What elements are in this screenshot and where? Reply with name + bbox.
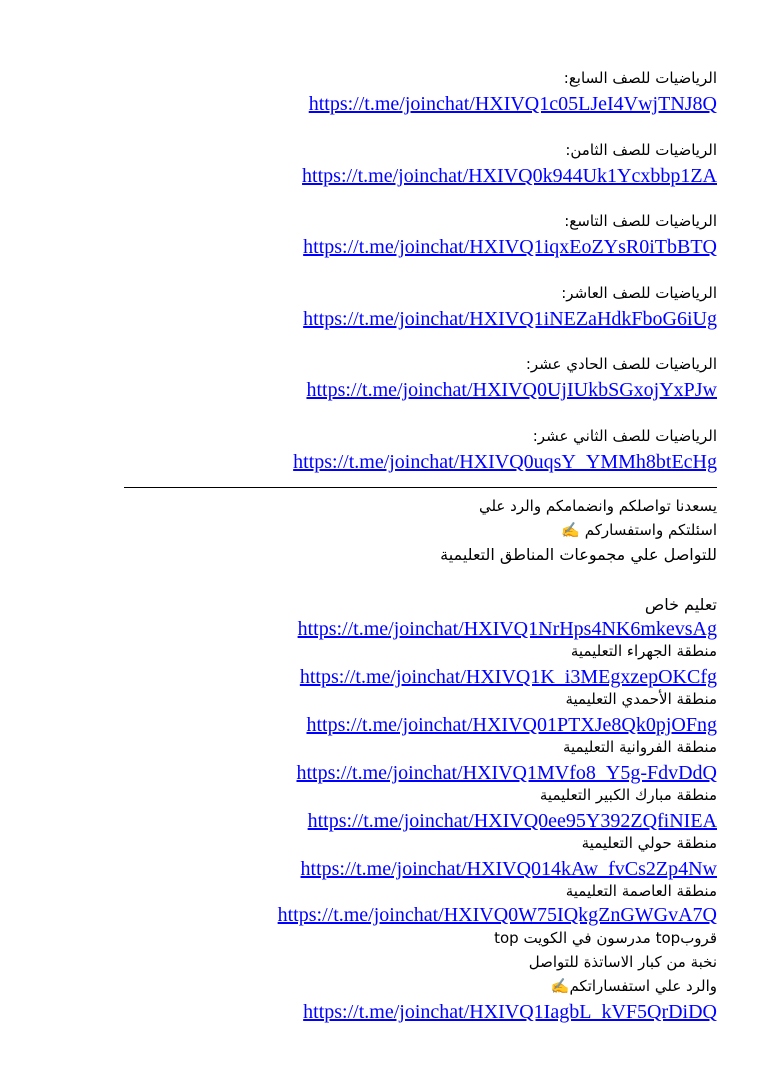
grade-12-link[interactable]: https://t.me/joinchat/HXIVQ0uqsY_YMMh8btEcHg: [293, 451, 717, 473]
grade-12-title: الرياضيات للصف الثاني عشر:: [532, 427, 717, 445]
region-capital-title: منطقة العاصمة التعليمية: [565, 882, 717, 900]
region-mubarak-link[interactable]: https://t.me/joinchat/HXIVQ0ee95Y392ZQfiNIEA: [307, 810, 717, 832]
intro-line-3: للتواصل علي مجموعات المناطق التعليمية: [440, 545, 717, 564]
divider: [124, 487, 717, 488]
intro-line-2: اسئلتكم واستفساركم ✍️: [561, 521, 717, 539]
grade-7-title: الرياضيات للصف السابع:: [563, 69, 717, 87]
intro-line-1: يسعدنا تواصلكم وانضمامكم والرد علي: [478, 497, 717, 515]
top-group-line-1: قروبtop مدرسون في الكويت top: [494, 929, 717, 947]
top-group-line-3: والرد علي استفساراتكم✍️: [550, 977, 717, 995]
region-hawalli-title: منطقة حولي التعليمية: [581, 834, 717, 852]
region-farwaniya-title: منطقة الفروانية التعليمية: [562, 738, 717, 756]
region-special-ed-link[interactable]: https://t.me/joinchat/HXIVQ1NrHps4NK6mkevsAg: [297, 618, 717, 640]
grade-9-title: الرياضيات للصف التاسع:: [564, 212, 717, 230]
region-ahmadi-title: منطقة الأحمدي التعليمية: [565, 690, 717, 708]
grade-11-title: الرياضيات للصف الحادي عشر:: [525, 355, 717, 373]
grade-7-link[interactable]: https://t.me/joinchat/HXIVQ1c05LJeI4VwjTNJ8Q: [308, 93, 717, 115]
region-farwaniya-link[interactable]: https://t.me/joinchat/HXIVQ1MVfo8_Y5g-FdvDdQ: [296, 762, 717, 784]
region-mubarak-title: منطقة مبارك الكبير التعليمية: [539, 786, 717, 804]
grade-8-title: الرياضيات للصف الثامن:: [565, 141, 717, 159]
region-hawalli-link[interactable]: https://t.me/joinchat/HXIVQ014kAw_fvCs2Zp4Nw: [300, 858, 717, 880]
grade-11-link[interactable]: https://t.me/joinchat/HXIVQ0UjIUkbSGxojYxPJw: [306, 379, 717, 401]
grade-10-link[interactable]: https://t.me/joinchat/HXIVQ1iNEZaHdkFboG6iUg: [303, 308, 717, 330]
region-special-ed-title: تعليم خاص: [644, 595, 717, 614]
grade-9-link[interactable]: https://t.me/joinchat/HXIVQ1iqxEoZYsR0iTbBTQ: [303, 236, 717, 258]
region-ahmadi-link[interactable]: https://t.me/joinchat/HXIVQ01PTXJe8Qk0pjOFng: [306, 714, 717, 736]
grade-8-link[interactable]: https://t.me/joinchat/HXIVQ0k944Uk1Ycxbbp1ZA: [302, 165, 717, 187]
top-group-link[interactable]: https://t.me/joinchat/HXIVQ1IagbL_kVF5QrDiDQ: [303, 1001, 717, 1023]
grade-10-title: الرياضيات للصف العاشر:: [561, 284, 717, 302]
region-capital-link[interactable]: https://t.me/joinchat/HXIVQ0W75IQkgZnGWGvA7Q: [277, 904, 717, 926]
top-group-line-2: نخبة من كبار الاساتذة للتواصل: [528, 953, 717, 971]
region-jahra-link[interactable]: https://t.me/joinchat/HXIVQ1K_i3MEgxzepOKCfg: [299, 666, 717, 688]
region-jahra-title: منطقة الجهراء التعليمية: [570, 642, 717, 660]
